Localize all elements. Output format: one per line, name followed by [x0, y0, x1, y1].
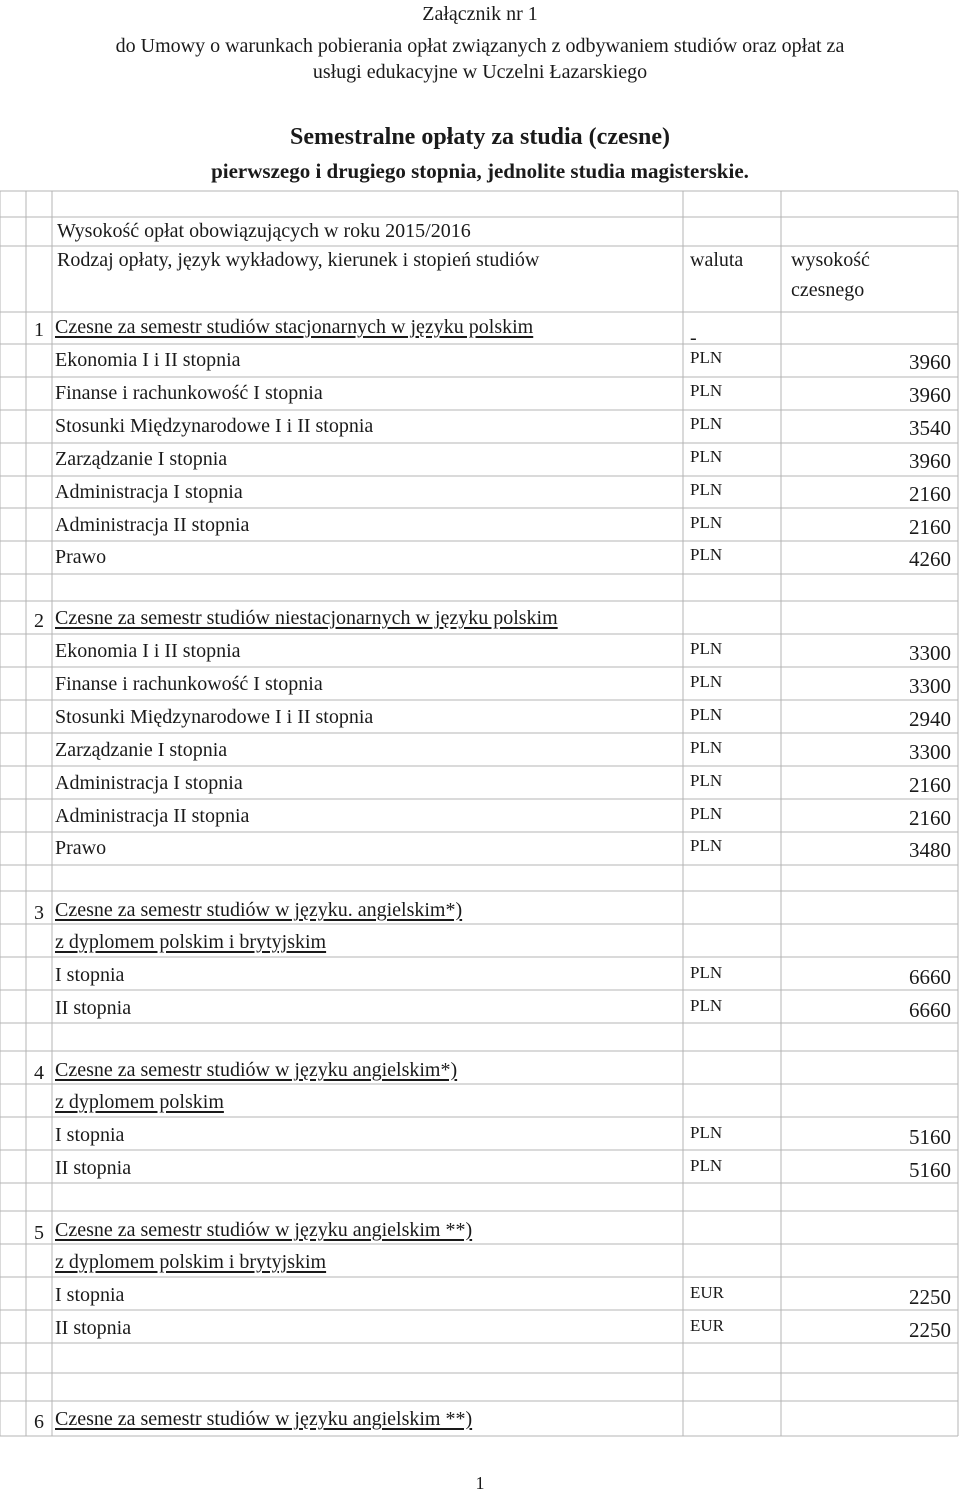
amount: 2940 [909, 707, 951, 731]
fee-row-label: Finanse i rachunkowość I stopnia [55, 382, 323, 404]
amount: 2160 [909, 806, 951, 830]
currency: PLN [690, 963, 723, 982]
fee-row-label: Prawo [55, 546, 107, 568]
amount: 5160 [909, 1158, 951, 1182]
fee-row-label: Administracja II stopnia [55, 805, 250, 827]
fee-row-label: Zarządzanie I stopnia [55, 739, 228, 761]
amount: 3480 [909, 838, 951, 862]
amount: 2160 [909, 773, 951, 797]
fee-row-label: Zarządzanie I stopnia [55, 448, 228, 470]
fee-row-label: Prawo [55, 837, 107, 859]
section-title: Czesne za semestr studiów w języku. angielskim*) [55, 899, 463, 921]
header-line-2: usługi edukacyjne w Uczelni Łazarskiego [312, 61, 648, 83]
section-title: Czesne za semestr studiów w języku angielskim **) [55, 1219, 473, 1241]
currency: PLN [690, 1123, 723, 1142]
amount: 6660 [909, 998, 951, 1022]
page-number: 1 [475, 1473, 485, 1493]
section-title: Czesne za semestr studiów stacjonarnych w języku polskim [55, 316, 534, 338]
annex-label: Załącznik nr 1 [422, 3, 538, 25]
column-header-currency: waluta [690, 249, 744, 271]
fee-row-label: Finanse i rachunkowość I stopnia [55, 673, 323, 695]
section-subtitle: z dyplomem polskim i brytyjskim [55, 931, 327, 953]
column-header-amount: wysokość [791, 249, 870, 271]
currency: PLN [690, 771, 723, 790]
currency: PLN [690, 513, 723, 532]
fee-row-label: Ekonomia I i II stopnia [55, 640, 241, 662]
fee-row-label: II stopnia [55, 997, 132, 1019]
column-header-type: Rodzaj opłaty, język wykładowy, kierunek i stopień studiów [57, 249, 540, 271]
amount: 3960 [909, 350, 951, 374]
fee-row-label: Administracja II stopnia [55, 514, 250, 536]
currency: PLN [690, 836, 723, 855]
amount: 2250 [909, 1318, 951, 1342]
amount: 3300 [909, 674, 951, 698]
currency: PLN [690, 804, 723, 823]
amount: 2250 [909, 1285, 951, 1309]
fee-row-label: I stopnia [55, 1284, 125, 1306]
fee-row-label: II stopnia [55, 1317, 132, 1339]
section-subtitle: z dyplomem polskim [55, 1091, 224, 1113]
fee-row-label: Ekonomia I i II stopnia [55, 349, 241, 371]
fee-row-label: Administracja I stopnia [55, 481, 243, 503]
column-header-amount-line-2: czesnego [791, 279, 865, 301]
currency: PLN [690, 672, 723, 691]
section-title: Czesne za semestr studiów w języku angielskim*) [55, 1059, 458, 1081]
section-subtitle: z dyplomem polskim i brytyjskim [55, 1251, 327, 1273]
section-title: Czesne za semestr studiów niestacjonarnych w języku polskim [55, 607, 558, 629]
page-title: Semestralne opłaty za studia (czesne) [290, 124, 670, 150]
currency: PLN [690, 480, 723, 499]
currency: PLN [690, 414, 723, 433]
fee-row-label: Administracja I stopnia [55, 772, 243, 794]
amount: 3300 [909, 740, 951, 764]
currency: PLN [690, 545, 723, 564]
section-number: 3 [34, 902, 44, 924]
amount: 4260 [909, 547, 951, 571]
section-title: Czesne za semestr studiów w języku angielskim **) [55, 1408, 473, 1430]
section-number: 6 [34, 1411, 44, 1433]
section-number: 1 [34, 319, 44, 341]
section-number: 4 [34, 1062, 44, 1084]
amount: 3960 [909, 449, 951, 473]
amount: 3960 [909, 383, 951, 407]
amount: 3540 [909, 416, 951, 440]
currency: PLN [690, 996, 723, 1015]
currency: PLN [690, 738, 723, 757]
amount: 6660 [909, 965, 951, 989]
currency: PLN [690, 447, 723, 466]
amount: 2160 [909, 515, 951, 539]
amount: 3300 [909, 641, 951, 665]
fee-row-label: I stopnia [55, 964, 125, 986]
currency: PLN [690, 348, 723, 367]
currency: PLN [690, 639, 723, 658]
currency: PLN [690, 381, 723, 400]
page-subtitle: pierwszego i drugiego stopnia, jednolite studia magisterskie. [211, 159, 749, 183]
amount: 5160 [909, 1125, 951, 1149]
fee-row-label: Stosunki Międzynarodowe I i II stopnia [55, 415, 374, 437]
fee-row-label: II stopnia [55, 1157, 132, 1179]
amount: 2160 [909, 482, 951, 506]
currency: PLN [690, 705, 723, 724]
currency: EUR [690, 1283, 724, 1302]
year-label: Wysokość opłat obowiązujących w roku 2015/2016 [57, 220, 471, 242]
section-number: 2 [34, 610, 44, 632]
currency: EUR [690, 1316, 724, 1335]
dash: - [690, 327, 697, 349]
header-line-1: do Umowy o warunkach pobierania opłat związanych z odbywaniem studiów oraz opłat za [115, 35, 845, 57]
fee-row-label: Stosunki Międzynarodowe I i II stopnia [55, 706, 374, 728]
fee-row-label: I stopnia [55, 1124, 125, 1146]
section-number: 5 [34, 1222, 44, 1244]
currency: PLN [690, 1156, 723, 1175]
